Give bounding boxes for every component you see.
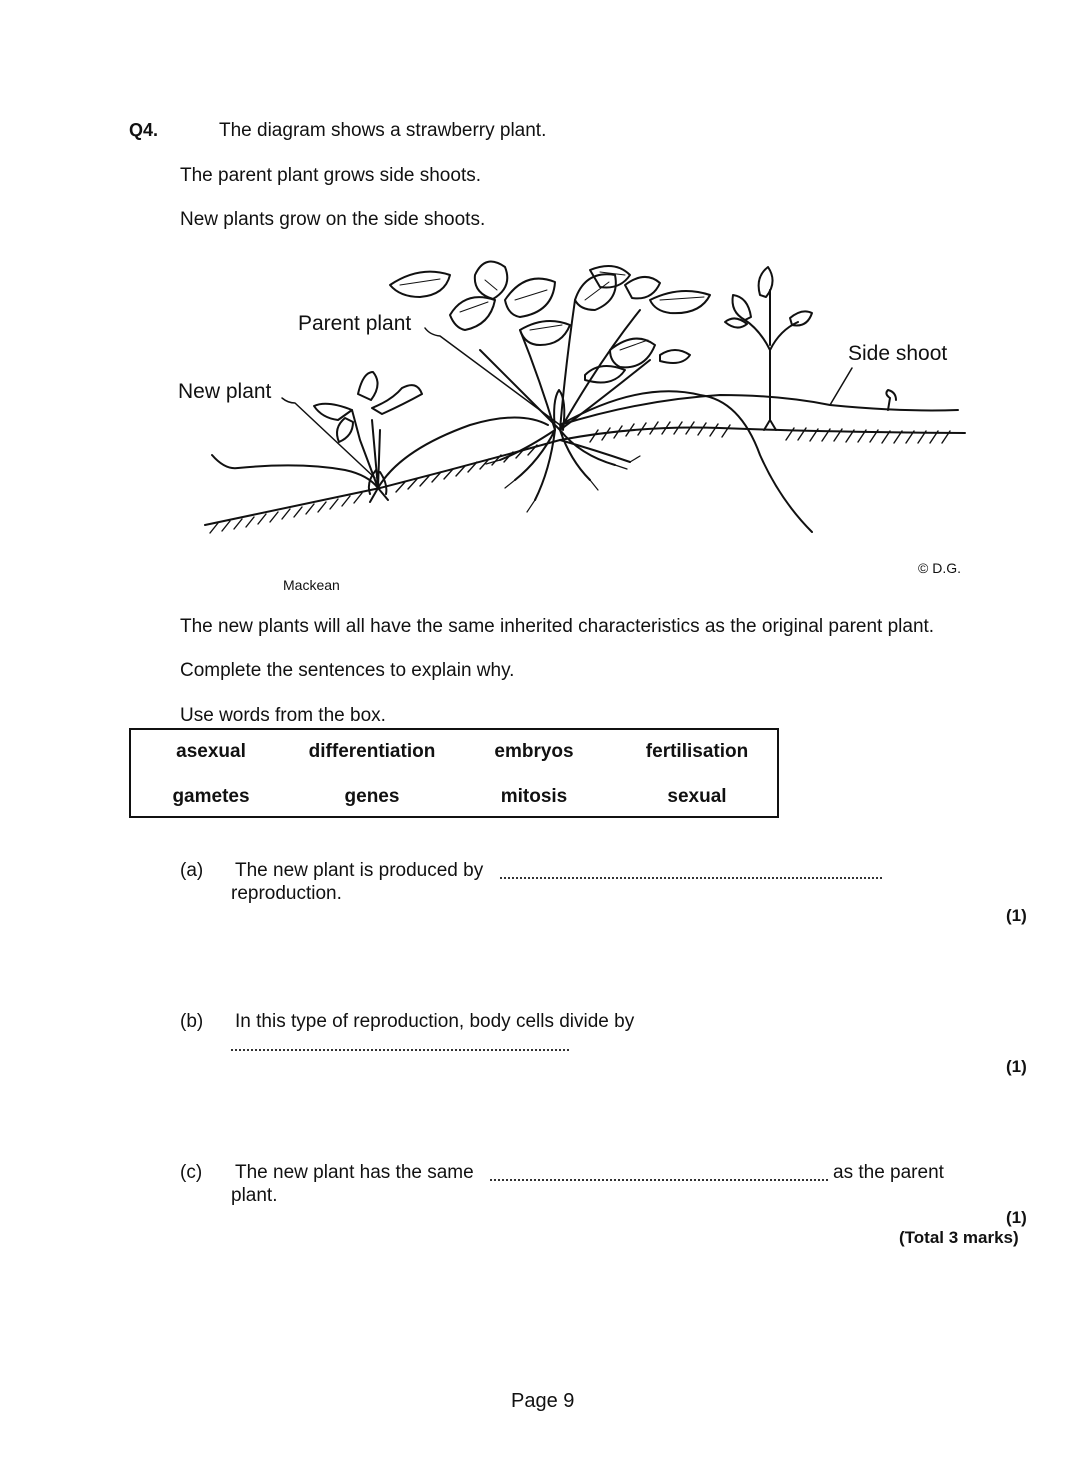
- artist-credit: Mackean: [283, 577, 340, 593]
- question-number: Q4.: [129, 120, 159, 140]
- word-differentiation: differentiation: [308, 741, 436, 762]
- part-c-text-continued: plant.: [231, 1185, 278, 1206]
- label-parent-plant: Parent plant: [298, 312, 412, 335]
- side-shoot-drawing: [560, 267, 958, 532]
- intro-line-1: The diagram shows a strawberry plant.: [219, 120, 547, 141]
- part-a-text: The new plant is produced by: [235, 860, 484, 881]
- part-a-marks: (1): [1006, 906, 1027, 925]
- word-embryos: embryos: [494, 741, 574, 762]
- part-b-answer-line[interactable]: [231, 1049, 569, 1051]
- intro-line-3: New plants grow on the side shoots.: [180, 209, 486, 230]
- strawberry-plant-diagram: [170, 245, 1000, 595]
- word-fertilisation: fertilisation: [645, 741, 749, 762]
- part-a-answer-line[interactable]: [500, 877, 882, 879]
- word-genes: genes: [344, 786, 400, 807]
- part-c-answer-line[interactable]: [490, 1179, 828, 1181]
- part-c-letter: (c): [180, 1162, 203, 1183]
- part-c-text: The new plant has the same: [235, 1162, 474, 1183]
- part-b-text: In this type of reproduction, body cells divide by: [235, 1011, 635, 1032]
- part-c-text-after-line: as the parent: [833, 1162, 944, 1183]
- part-c-marks: (1): [1006, 1208, 1027, 1227]
- instruction-complete: Complete the sentences to explain why.: [180, 660, 515, 681]
- word-sexual: sexual: [667, 786, 727, 807]
- word-mitosis: mitosis: [500, 786, 568, 807]
- ground-line: [205, 422, 965, 533]
- word-asexual: asexual: [176, 741, 246, 762]
- label-side-shoot: Side shoot: [848, 342, 948, 365]
- part-b-marks: (1): [1006, 1057, 1027, 1076]
- intro-line-2: The parent plant grows side shoots.: [180, 165, 482, 186]
- instruction-use-words: Use words from the box.: [180, 705, 386, 726]
- part-a-text-continued: reproduction.: [231, 883, 342, 904]
- total-marks: (Total 3 marks): [899, 1228, 1019, 1247]
- page-number: Page 9: [511, 1390, 575, 1412]
- word-box: [129, 728, 779, 818]
- word-gametes: gametes: [172, 786, 250, 807]
- label-pointers: [282, 328, 852, 478]
- part-a-letter: (a): [180, 860, 204, 881]
- part-b-letter: (b): [180, 1011, 204, 1032]
- copyright-credit: © D.G.: [918, 560, 961, 576]
- label-new-plant: New plant: [178, 380, 272, 403]
- instruction-context: The new plants will all have the same inherited characteristics as the original parent plant.: [180, 616, 935, 637]
